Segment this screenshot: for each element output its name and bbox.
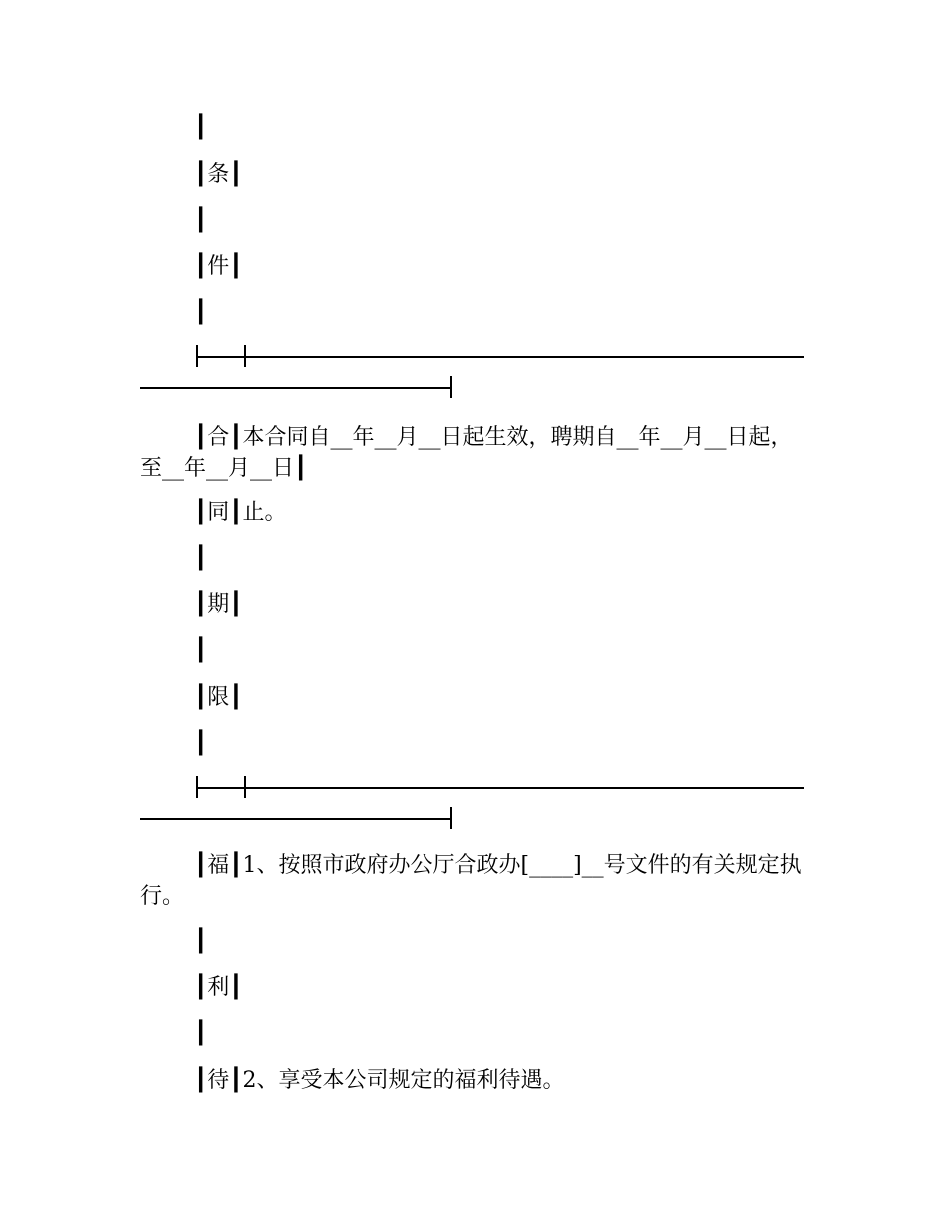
table-row: ┃ [194, 300, 208, 325]
table-row: ┃ [194, 638, 208, 663]
table-row: ┃同┃止。 [194, 500, 287, 525]
table-row: ┃待┃2、享受本公司规定的福利待遇。 [194, 1068, 565, 1093]
table-row: ┃件┃ [194, 254, 243, 279]
table-row: ┃ [194, 731, 208, 756]
table-row: ┃合┃本合同自__年__月__日起生效，聘期自__年__月__日起，至__年__月__日┃ [140, 425, 793, 481]
table-row: ┃ [194, 929, 208, 954]
table-row: ┃利┃ [194, 975, 243, 1000]
table-row: ┃期┃ [194, 592, 243, 617]
table-row: ┃ [194, 208, 208, 233]
table-row: ┃限┃ [194, 685, 243, 710]
table-row: ┃ [194, 1021, 208, 1046]
table-row: ┃ [194, 546, 208, 571]
table-row: ┃条┃ [194, 162, 243, 187]
table-row: ┃福┃1、按照市政府办公厅合政办[____]__号文件的有关规定执行。 [140, 853, 802, 909]
table-row: ┃ [194, 115, 208, 140]
